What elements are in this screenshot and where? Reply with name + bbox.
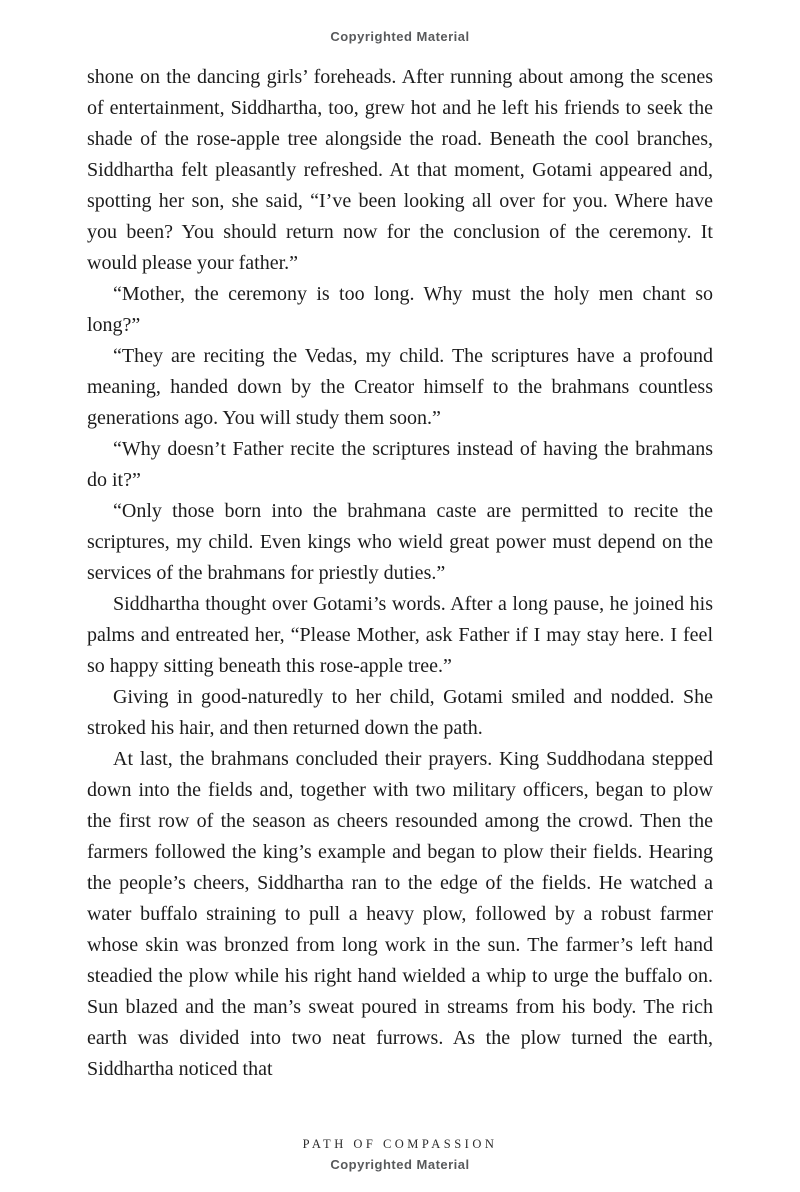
paragraph: “Mother, the ceremony is too long. Why must the holy men chant so long?” xyxy=(87,283,713,336)
page-footer xyxy=(0,1137,800,1192)
running-title: PATH OF COMPASSION xyxy=(302,1137,498,1151)
paragraph: “Only those born into the brahmana caste are permitted to recite the scriptures, my child. Even kings who wield great power must depend on the services of the brahmans for priestly duties.” xyxy=(87,500,713,584)
paragraph: “Why doesn’t Father recite the scriptures instead of having the brahmans do it?” xyxy=(87,438,713,491)
paragraph: “They are reciting the Vedas, my child. The scriptures have a profound meaning, handed down by the Creator himself to the brahmans countless generations ago. You will study them soon.” xyxy=(87,345,713,429)
page-body xyxy=(87,44,713,1085)
paragraph: shone on the dancing girls’ foreheads. After running about among the scenes of entertainment, Siddhartha, too, grew hot and he left his friends to seek the shade of the rose-apple tree alongside the road. Beneath the cool branches, Siddhartha felt pleasantly refreshed. At that moment, Gotami appeared and, spotting her son, she said, “I’ve been looking all over for you. Where have you been? You should return now for the conclusion of the ceremony. It would please your father.” xyxy=(87,66,713,274)
paragraph: Giving in good-naturedly to her child, Gotami smiled and nodded. She stroked his hair, and then returned down the path. xyxy=(87,686,713,739)
paragraph: At last, the brahmans concluded their prayers. King Suddhodana stepped down into the fields and, together with two military officers, began to plow the first row of the season as cheers resounded among the crowd. Then the farmers followed the king’s example and began to plow their fields. Hearing the people’s cheers, Siddhartha ran to the edge of the fields. He watched a water buffalo straining to pull a heavy plow, followed by a robust farmer whose skin was bronzed from long work in the sun. The farmer’s left hand steadied the plow while his right hand wielded a whip to urge the buffalo on. Sun blazed and the man’s sweat poured in streams from his body. The rich earth was divided into two neat furrows. As the plow turned the earth, Siddhartha noticed that xyxy=(87,748,713,1080)
copyright-notice-bottom: Copyrighted Material xyxy=(330,1157,470,1172)
copyright-notice-top: Copyrighted Material xyxy=(330,29,470,44)
paragraph: Siddhartha thought over Gotami’s words. After a long pause, he joined his palms and entreated her, “Please Mother, ask Father if I may stay here. I feel so happy sitting beneath this rose-apple tree.” xyxy=(87,593,713,677)
